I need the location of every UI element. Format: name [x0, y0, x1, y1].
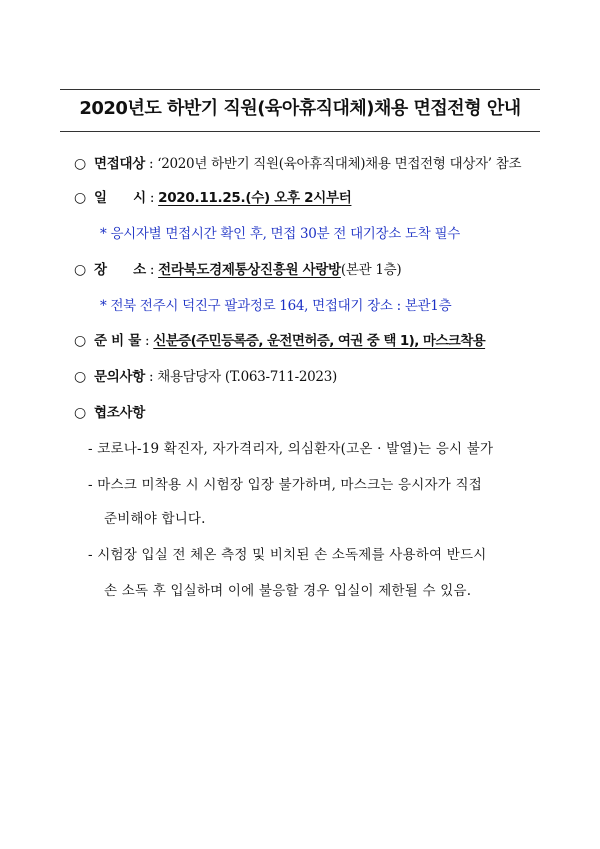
cooperation-item-continued: 준비해야 합니다. — [104, 511, 206, 527]
circle-bullet-icon: ○ — [74, 156, 86, 172]
place-note: * 전북 전주시 덕진구 팔과정로 164, 면접대기 장소 : 본관1층 — [100, 298, 452, 314]
title-bottom-rule — [60, 131, 540, 132]
circle-bullet-icon: ○ — [74, 333, 86, 349]
circle-bullet-icon: ○ — [74, 369, 86, 385]
contact-separator: : — [144, 369, 158, 385]
datetime-value: 2020.11.25.(수) 오후 2시부터 — [158, 190, 352, 206]
contact-label: 문의사항 — [94, 369, 145, 385]
page-title: 2020년도 하반기 직원(육아휴직대체)채용 면접전형 안내 — [79, 98, 521, 119]
prep-label: 준 비 물 — [94, 333, 142, 349]
prep-separator: : — [141, 333, 154, 349]
datetime-label: 일 시 — [94, 190, 146, 206]
cooperation-item: - 마스크 미착용 시 시험장 입장 불가하며, 마스크는 응시자가 직접 — [88, 477, 482, 493]
place-value-suffix: (본관 1층) — [340, 262, 402, 278]
contact-value: 채용담당자 (T.063-711-2023) — [157, 369, 337, 385]
place-separator: : — [145, 262, 159, 278]
cooperation-item: - 시험장 입실 전 체온 측정 및 비치된 손 소독제를 사용하여 반드시 — [88, 547, 487, 563]
cooperation-label: 협조사항 — [94, 405, 145, 421]
target-separator: : — [144, 156, 158, 172]
section-cooperation — [74, 403, 145, 423]
cooperation-item-continued: 손 소독 후 입실하며 이에 불응할 경우 입실이 제한될 수 있음. — [104, 583, 472, 599]
section-prep — [74, 331, 485, 351]
target-value: ‘2020년 하반기 직원(육아휴직대체)채용 면접전형 대상자’ 참조 — [157, 156, 522, 172]
place-value: 전라북도경제통상진흥원 사랑방 — [158, 262, 341, 278]
circle-bullet-icon: ○ — [74, 190, 86, 206]
circle-bullet-icon: ○ — [74, 262, 86, 278]
cooperation-item: - 코로나-19 확진자, 자가격리자, 의심환자(고온 · 발열)는 응시 불가 — [88, 441, 494, 457]
title-top-rule — [60, 89, 540, 90]
section-place — [74, 260, 401, 280]
prep-value: 신분증(주민등록증, 운전면허증, 여권 중 택 1), 마스크착용 — [153, 333, 486, 349]
place-label: 장 소 — [94, 262, 146, 278]
circle-bullet-icon: ○ — [74, 405, 86, 421]
section-contact — [74, 367, 337, 387]
section-target — [74, 154, 521, 174]
section-datetime — [74, 188, 351, 208]
datetime-note: * 응시자별 면접시간 확인 후, 면접 30분 전 대기장소 도착 필수 — [100, 226, 460, 242]
target-label: 면접대상 — [94, 156, 145, 172]
datetime-separator: : — [145, 190, 159, 206]
